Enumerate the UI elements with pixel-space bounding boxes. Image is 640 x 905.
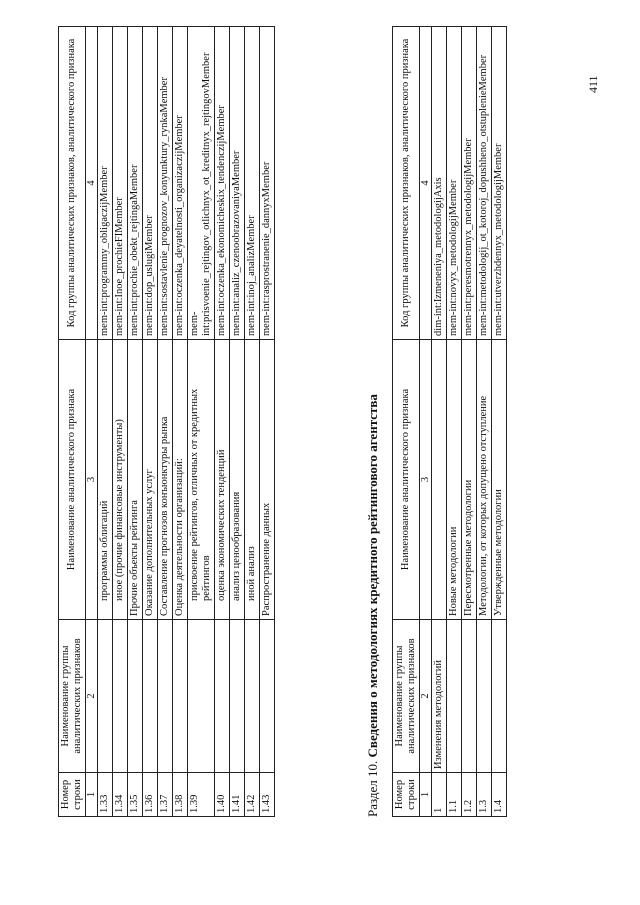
table-row	[447, 27, 462, 817]
row-group	[260, 620, 275, 773]
col-number: 1	[86, 773, 98, 817]
row-number: 1.42	[245, 773, 260, 817]
row-name: программы облигаций	[98, 340, 113, 620]
table-row	[432, 27, 447, 817]
row-number: 1.34	[113, 773, 128, 817]
row-name: Оказание дополнительных услуг	[143, 340, 158, 620]
row-name: иное (прочие финансовые инструменты)	[113, 340, 128, 620]
row-name: анализ ценообразования	[230, 340, 245, 620]
table-row	[215, 27, 230, 817]
row-name: иной анализ	[245, 340, 260, 620]
header-row-number: Номер строки	[393, 773, 420, 817]
row-number: 1.35	[128, 773, 143, 817]
col-number: 1	[420, 773, 432, 817]
table-row	[260, 27, 275, 817]
table-row	[143, 27, 158, 817]
row-group	[143, 620, 158, 773]
col-number: 4	[420, 27, 432, 340]
row-name: Утвержденные методологии	[492, 340, 507, 620]
table-row	[188, 27, 215, 817]
row-number: 1.3	[477, 773, 492, 817]
table-header-row	[393, 27, 420, 817]
header-feature-name: Наименование аналитического признака	[59, 340, 86, 620]
row-group	[447, 620, 462, 773]
row-name: Новые методологии	[447, 340, 462, 620]
row-group	[158, 620, 173, 773]
row-name: Распространение данных	[260, 340, 275, 620]
row-group	[215, 620, 230, 773]
row-group: Изменения методологий	[432, 620, 447, 773]
row-group	[98, 620, 113, 773]
row-group	[492, 620, 507, 773]
row-group	[188, 620, 215, 773]
row-group	[245, 620, 260, 773]
row-code: dim-int:Izmeneniya_metodologijAxis	[432, 27, 447, 340]
section-title: Сведения о методологиях кредитного рейтингового агентства	[365, 394, 380, 758]
table-row	[462, 27, 477, 817]
row-name: Составление прогнозов конъюнктуры рынка	[158, 340, 173, 620]
row-code: mem-int:novyx_metodologijMember	[447, 27, 462, 340]
row-number: 1.4	[492, 773, 507, 817]
row-number: 1.41	[230, 773, 245, 817]
row-code: mem-int:rasprostranenie_dannyxMember	[260, 27, 275, 340]
row-name: Прочие объекты рейтинга	[128, 340, 143, 620]
table-row	[173, 27, 188, 817]
row-group	[477, 620, 492, 773]
row-code: mem-int:prochie_obekt_rejtingaMember	[128, 27, 143, 340]
row-group	[113, 620, 128, 773]
header-row-number: Номер строки	[59, 773, 86, 817]
row-code: mem-int:analiz_czenoobrazovaniyaMember	[230, 27, 245, 340]
table-row	[492, 27, 507, 817]
table-row	[113, 27, 128, 817]
row-number: 1.40	[215, 773, 230, 817]
row-group	[230, 620, 245, 773]
table-analytic-features-1	[58, 26, 275, 817]
row-code: mem-int:oczenka_deyatelnosti_organizaczijMember	[173, 27, 188, 340]
row-number: 1.36	[143, 773, 158, 817]
row-name: Методологии, от которых допущено отступление	[477, 340, 492, 620]
column-number-row	[86, 27, 98, 817]
row-group	[128, 620, 143, 773]
row-name: Пересмотренные методологии	[462, 340, 477, 620]
header-group-name: Наименование группы аналитических признаков	[59, 620, 86, 773]
column-number-row	[420, 27, 432, 817]
row-name: присвоение рейтингов, отличных от кредитных рейтингов	[188, 340, 215, 620]
row-number: 1.33	[98, 773, 113, 817]
row-code: mem-int:programmy_obligaczijMember	[98, 27, 113, 340]
row-code: mem-int:utverzhdennyx_metodologijMember	[492, 27, 507, 340]
row-number: 1.37	[158, 773, 173, 817]
row-name: Оценка деятельности организаций:	[173, 340, 188, 620]
table-row	[128, 27, 143, 817]
row-group	[173, 620, 188, 773]
row-number: 1.43	[260, 773, 275, 817]
section-prefix: Раздел 10.	[365, 760, 380, 817]
row-number: 1.39	[188, 773, 215, 817]
row-number: 1.1	[447, 773, 462, 817]
page-number: 411	[586, 75, 600, 93]
header-code: Код группы аналитических признаков, аналитического признака	[59, 27, 86, 340]
table-row	[230, 27, 245, 817]
header-group-name: Наименование группы аналитических признаков	[393, 620, 420, 773]
row-code: mem-int:inoj_analizMember	[245, 27, 260, 340]
header-feature-name: Наименование аналитического признака	[393, 340, 420, 620]
table-row	[158, 27, 173, 817]
row-number: 1.2	[462, 773, 477, 817]
row-code: mem-int:dop_uslugiMember	[143, 27, 158, 340]
col-number: 2	[420, 620, 432, 773]
col-number: 2	[86, 620, 98, 773]
row-code: mem-int:metodologij_ot_kotoroj_dopushheno_otstuplenieMember	[477, 27, 492, 340]
table-header-row	[59, 27, 86, 817]
row-code: mem-int:sostavlenie_prognozov_konyunktury_rynkaMember	[158, 27, 173, 340]
row-code: mem-int:Inoe_prochieFIMember	[113, 27, 128, 340]
row-code: mem-int:peresmotrennyx_metodologijMember	[462, 27, 477, 340]
table-methodologies	[392, 26, 507, 817]
row-name: оценка экономических тенденций	[215, 340, 230, 620]
row-name	[432, 340, 447, 620]
header-code: Код группы аналитических признаков, аналитического признака	[393, 27, 420, 340]
col-number: 3	[86, 340, 98, 620]
col-number: 4	[86, 27, 98, 340]
section-heading	[365, 394, 381, 817]
row-number: 1.38	[173, 773, 188, 817]
row-code: mem-int:prisvoenie_rejtingov_otlichnyx_ot_kreditnyx_rejtingovMember	[188, 27, 215, 340]
table-row	[98, 27, 113, 817]
table-row	[245, 27, 260, 817]
row-number: 1	[432, 773, 447, 817]
row-group	[462, 620, 477, 773]
row-code: mem-int:oczenka_ekonomicheskix_tendenczijMember	[215, 27, 230, 340]
col-number: 3	[420, 340, 432, 620]
table-row	[477, 27, 492, 817]
